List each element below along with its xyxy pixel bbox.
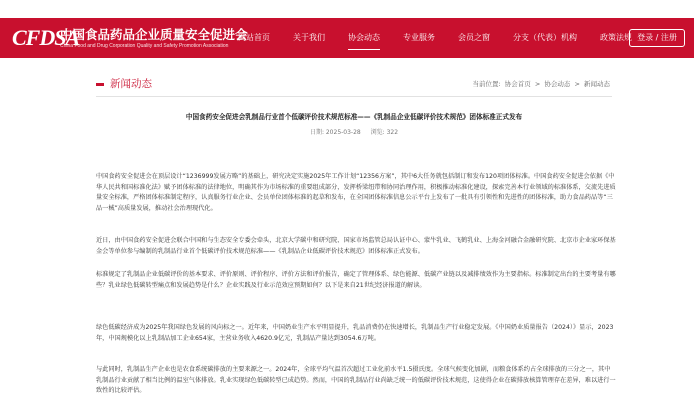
breadcrumb — [473, 79, 613, 89]
nav-item-branches[interactable]: 分支（代表）机构 — [513, 33, 577, 42]
article-paragraph: 中国食药安全促进会在顶层设计“1236999发展方略”的基础上，研究决定实施2025年工作计划“12356方案”，其中6大任务就包括制订和发布120项团体标准。中国食药安全促进会依据《中华人民共和国标准化法》赋予团体标准的法律地位，明确其作为市场标准的重要组成部分，发挥桥梁纽带和协同治理作用，积极推动标准化建设，探索完善本行业领域的标准体系，交流先进质量安全标准，严格团体标准制定程序，认真服务行业企业、会员单位团体标准的起草和发布，在全国团体标准信息公示平台上发布了一批具有引领性和先进性的团体标准，助力食品药品等“三品一械”高质量发展，推动社会治理现代化。 — [96, 173, 616, 212]
section-title: 新闻动态 — [110, 78, 152, 90]
article-paragraph: 标准规定了乳制品企业低碳评价的基本要求、评价原则、评价程序、评价方法和评价报告，确定了管理体系、绿色能源、低碳产业链以及减排绩效作为主要指标。标准制定出台的主要考量有哪些？乳业绿色低碳转型痛点和发展趋势是什么？企业实践及行业示范效应预期如何？以下是来自21世纪经济报道的解读。 — [96, 271, 616, 289]
nav-item-home[interactable]: 网站首页 — [238, 33, 270, 42]
breadcrumb-prefix: 当前位置: — [472, 80, 501, 88]
main-nav — [238, 18, 655, 58]
association-name[interactable]: 中国食品药品企业质量安全促进会 — [60, 27, 248, 42]
article-paragraph: 绿色低碳经济成为2025年我国绿色发展的风向标之一。近年来，中国奶业生产水平明显提升，乳品消费仍在快速增长，乳制品生产行业稳定发展。《中国奶业质量报告（2024）》显示，2023年，中国规模化以上乳制品加工企业654家，主营业务收入4620.9亿元，乳制品产量达到3054.6万吨。 — [96, 324, 614, 342]
nav-item-about[interactable]: 关于我们 — [293, 33, 325, 42]
nav-item-news[interactable]: 协会动态 — [348, 18, 380, 58]
nav-item-members[interactable]: 会员之窗 — [458, 33, 490, 42]
breadcrumb-current: 新闻动态 — [584, 80, 610, 88]
login-register-button[interactable]: 登录 / 注册 — [629, 29, 685, 47]
nav-item-services[interactable]: 专业服务 — [403, 33, 435, 42]
nav-item-policies[interactable]: 政策法规 — [600, 33, 632, 42]
association-logo[interactable]: CFDSA — [12, 25, 80, 50]
article-views: 浏览: 322 — [370, 129, 399, 136]
article-title: 中国食药安全促进会乳制品行业首个低碳评价技术规范标准——《乳制品企业低碳评价技术规范》团体标准正式发布 — [185, 113, 523, 121]
article-paragraph: 与此同时，乳制品生产企业也是农食系统碳排放的主要来源之一。2024年，全球平均气温首次超过工业化前水平1.5摄氏度。全球气候变化加剧，而粮食体系约占全球排放的三分之一，其中乳制品行业贡献了相当比例的温室气体排放。乳业实现绿色低碳转型已成趋势。然而，中国的乳制品行业尚缺乏统一的低碳评价技术规范，这使得企业在碳排放核算管理存在差异，难以进行一致性的比较评估。 — [96, 366, 616, 395]
breadcrumb-news-link[interactable]: 协会动态 — [544, 80, 571, 88]
article-paragraph: 近日，由中国食药安全促进会联合中国和与生态安全专委会牵头，北京大学碳中和研究院、国家市场监管总局认证中心、蒙牛乳业、飞鹤乳业、上海金河融合金融研究院、北京市企业家环保基金会等单位参与编制的乳制品行业首个低碳评价技术规范标准——《乳制品企业低碳评价技术规范》团体标准正式发布。 — [96, 237, 616, 255]
section-divider — [96, 96, 612, 97]
article-date: 日期: 2025-03-28 — [309, 129, 361, 136]
article-meta — [96, 128, 612, 137]
breadcrumb-separator: > — [574, 80, 580, 88]
association-english-name: China Food and Drug Corporation Quality and Safety Promotion Association — [60, 43, 229, 49]
section-title-marker — [96, 83, 104, 86]
breadcrumb-home-link[interactable]: 协会首页 — [504, 80, 531, 88]
breadcrumb-separator: > — [534, 80, 541, 88]
site-header — [0, 18, 694, 58]
